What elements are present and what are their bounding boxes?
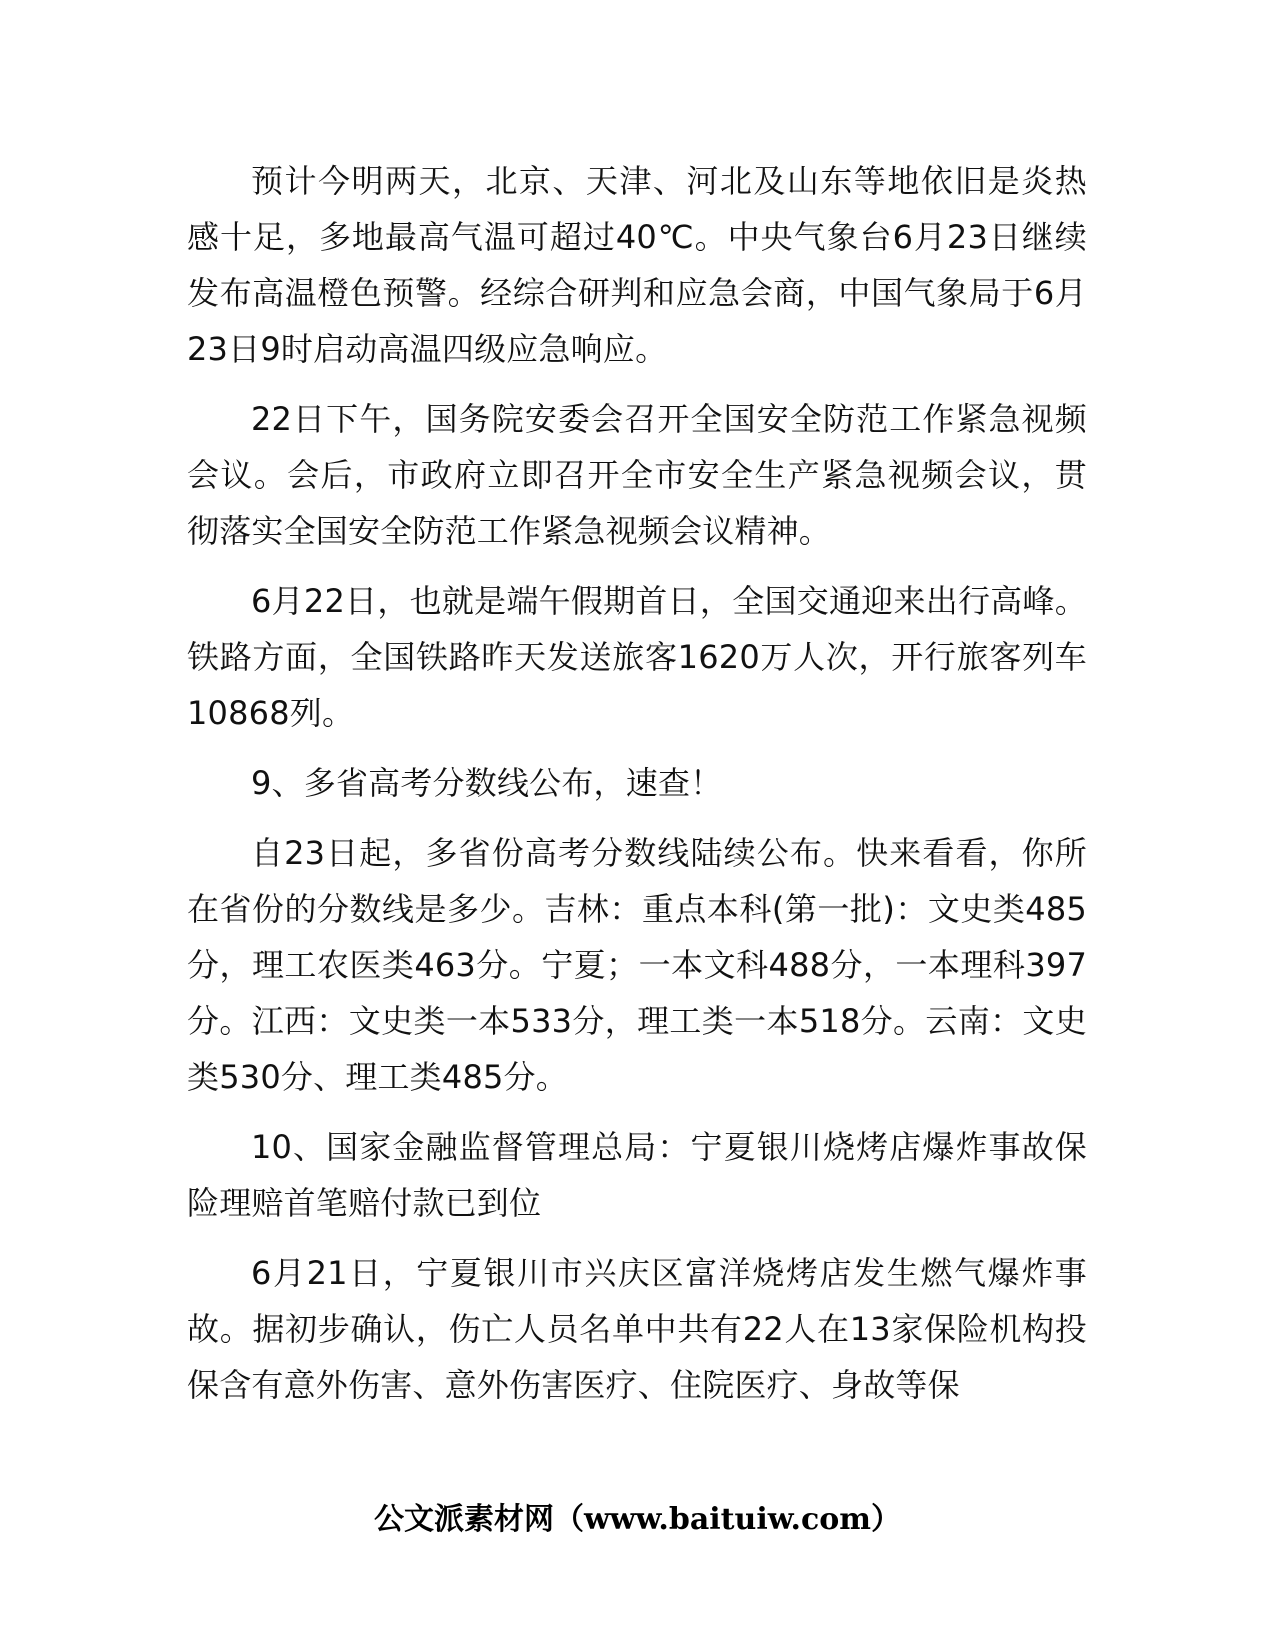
paragraph: 22日下午，国务院安委会召开全国安全防范工作紧急视频会议。会后，市政府立即召开全市安全生产紧急视频会议，贯彻落实全国安全防范工作紧急视频会议精神。 — [187, 400, 1087, 550]
paragraph: 6月21日，宁夏银川市兴庆区富洋烧烤店发生燃气爆炸事故。据初步确认，伤亡人员名单中共有22人在13家保险机构投保含有意外伤害、意外伤害医疗、住院医疗、身故等保 — [187, 1254, 1087, 1404]
section-heading: 10、国家金融监督管理总局：宁夏银川烧烤店爆炸事故保险理赔首笔赔付款已到位 — [187, 1128, 1087, 1222]
paragraph: 预计今明两天，北京、天津、河北及山东等地依旧是炎热感十足，多地最高气温可超过40℃。中央气象台6月23日继续发布高温橙色预警。经综合研判和应急会商，中国气象局于6月23日9时启动高温四级应急响应。 — [187, 162, 1087, 368]
document-body — [187, 153, 1087, 1427]
paragraph: 6月22日，也就是端午假期首日，全国交通迎来出行高峰。铁路方面，全国铁路昨天发送旅客1620万人次，开行旅客列车10868列。 — [187, 582, 1087, 732]
paragraph: 自23日起，多省份高考分数线陆续公布。快来看看，你所在省份的分数线是多少。吉林：重点本科(第一批)：文史类485分，理工农医类463分。宁夏；一本文科488分，一本理科397分。江西：文史类一本533分，理工类一本518分。云南：文史类530分、理工类485分。 — [187, 834, 1087, 1096]
section-heading: 9、多省高考分数线公布，速查！ — [251, 764, 723, 802]
footer-watermark: 公文派素材网（www.baituiw.com） — [373, 1502, 902, 1537]
